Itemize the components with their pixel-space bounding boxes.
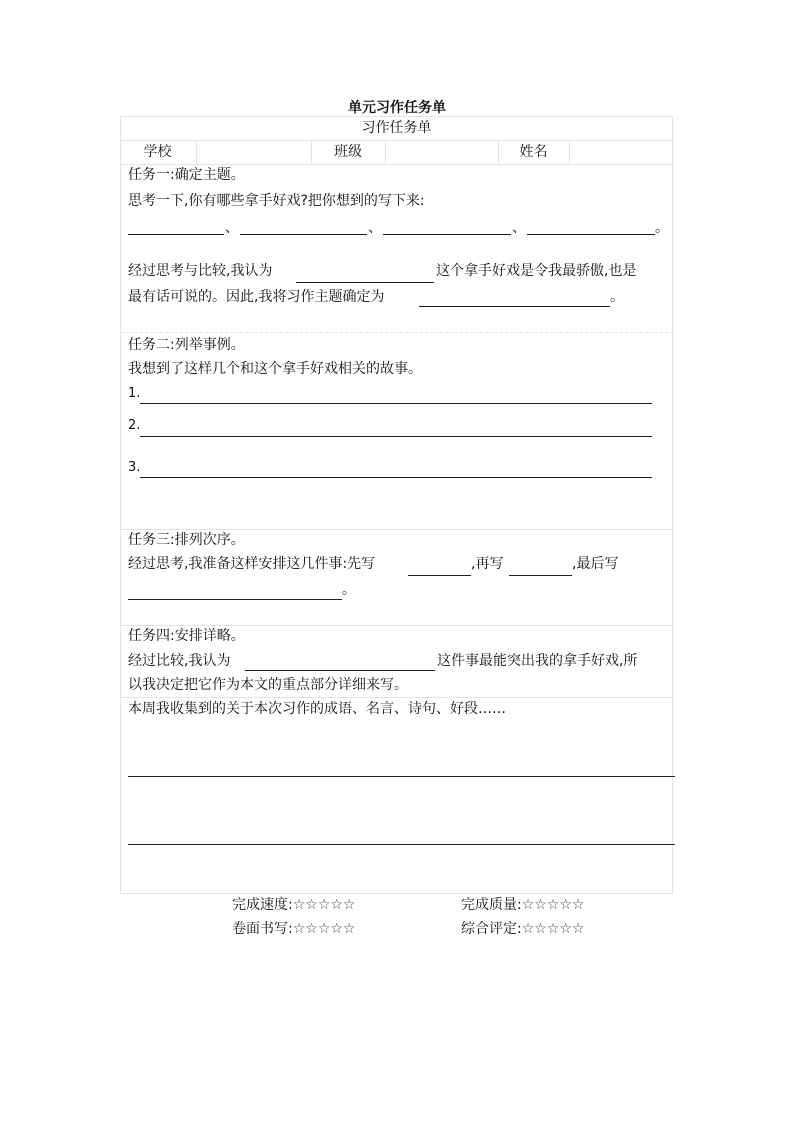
story-number-1: 1. xyxy=(128,386,141,401)
key-event-blank[interactable] xyxy=(245,670,435,671)
page-title: 单元习作任务单 xyxy=(348,100,446,116)
section-divider xyxy=(120,332,673,333)
task1-heading: 任务一:确定主题。 xyxy=(128,167,245,183)
table-title: 习作任务单 xyxy=(361,120,432,136)
talent-blank-1[interactable] xyxy=(128,234,224,235)
collection-prompt: 本周我收集到的关于本次习作的成语、名言、诗句、好段…… xyxy=(128,701,506,717)
separator: 、 xyxy=(225,220,239,236)
separator: 、 xyxy=(368,220,382,236)
overall-rating xyxy=(461,919,584,939)
task1-sentence-start: 经过思考与比较,我认为 xyxy=(128,263,273,279)
talent-blank-4[interactable] xyxy=(527,234,655,235)
name-field[interactable] xyxy=(570,141,672,163)
period: 。 xyxy=(655,220,669,236)
task1-sentence-2: 最有话可说的。因此,我将习作主题确定为 xyxy=(128,289,385,305)
speed-rating xyxy=(232,895,355,915)
task3-finally-write: ,最后写 xyxy=(572,556,619,572)
writing-rating xyxy=(232,919,355,939)
talent-blank-3[interactable] xyxy=(383,234,511,235)
theme-blank[interactable] xyxy=(419,306,610,307)
collection-line-1[interactable] xyxy=(128,776,675,777)
separator: 、 xyxy=(512,220,526,236)
star-rating[interactable]: ☆☆☆☆☆ xyxy=(292,921,356,937)
task1-sentence-end: 这个拿手好戏是令我最骄傲,也是 xyxy=(436,263,637,279)
collection-line-2[interactable] xyxy=(128,844,675,845)
task2-prompt: 我想到了这样几个和这个拿手好戏相关的故事。 xyxy=(128,361,422,377)
class-field[interactable] xyxy=(386,141,498,163)
writing-label: 卷面书写: xyxy=(232,921,293,937)
talent-blank-2[interactable] xyxy=(240,234,367,235)
name-label: 姓名 xyxy=(519,144,548,160)
class-label: 班级 xyxy=(334,144,362,160)
second-event-blank[interactable] xyxy=(509,575,572,576)
task3-sentence-start: 经过思考,我准备这样安排这几件事:先写 xyxy=(128,556,376,572)
overall-label: 综合评定: xyxy=(461,921,522,937)
star-rating[interactable]: ☆☆☆☆☆ xyxy=(521,897,585,913)
task3-then-write: ,再写 xyxy=(471,556,504,572)
task2-heading: 任务二:列举事例。 xyxy=(128,337,245,353)
task4-sentence-start: 经过比较,我认为 xyxy=(128,653,231,669)
task3-heading: 任务三:排列次序。 xyxy=(128,532,245,548)
proudest-talent-blank[interactable] xyxy=(296,282,434,283)
speed-label: 完成速度: xyxy=(232,897,293,913)
last-event-blank[interactable] xyxy=(128,599,342,600)
story-line-2[interactable] xyxy=(140,436,652,437)
school-field[interactable] xyxy=(197,141,310,163)
star-rating[interactable]: ☆☆☆☆☆ xyxy=(521,921,585,937)
task4-sentence-end: 这件事最能突出我的拿手好戏,所 xyxy=(437,653,638,669)
task4-sentence-2: 以我决定把它作为本文的重点部分详细来写。 xyxy=(128,677,408,693)
period: 。 xyxy=(610,289,624,305)
story-line-3[interactable] xyxy=(140,477,652,478)
period: 。 xyxy=(342,582,356,598)
star-rating[interactable]: ☆☆☆☆☆ xyxy=(292,897,356,913)
task4-heading: 任务四:安排详略。 xyxy=(128,628,245,644)
story-line-1[interactable] xyxy=(140,403,652,404)
story-number-3: 3. xyxy=(128,460,141,475)
quality-rating xyxy=(461,895,584,915)
school-label: 学校 xyxy=(143,144,172,160)
task-sheet-table xyxy=(120,116,673,894)
task1-prompt: 思考一下,你有哪些拿手好戏?把你想到的写下来: xyxy=(128,193,425,209)
first-event-blank[interactable] xyxy=(408,575,471,576)
story-number-2: 2. xyxy=(128,418,141,433)
section-divider xyxy=(120,697,673,698)
quality-label: 完成质量: xyxy=(461,897,522,913)
